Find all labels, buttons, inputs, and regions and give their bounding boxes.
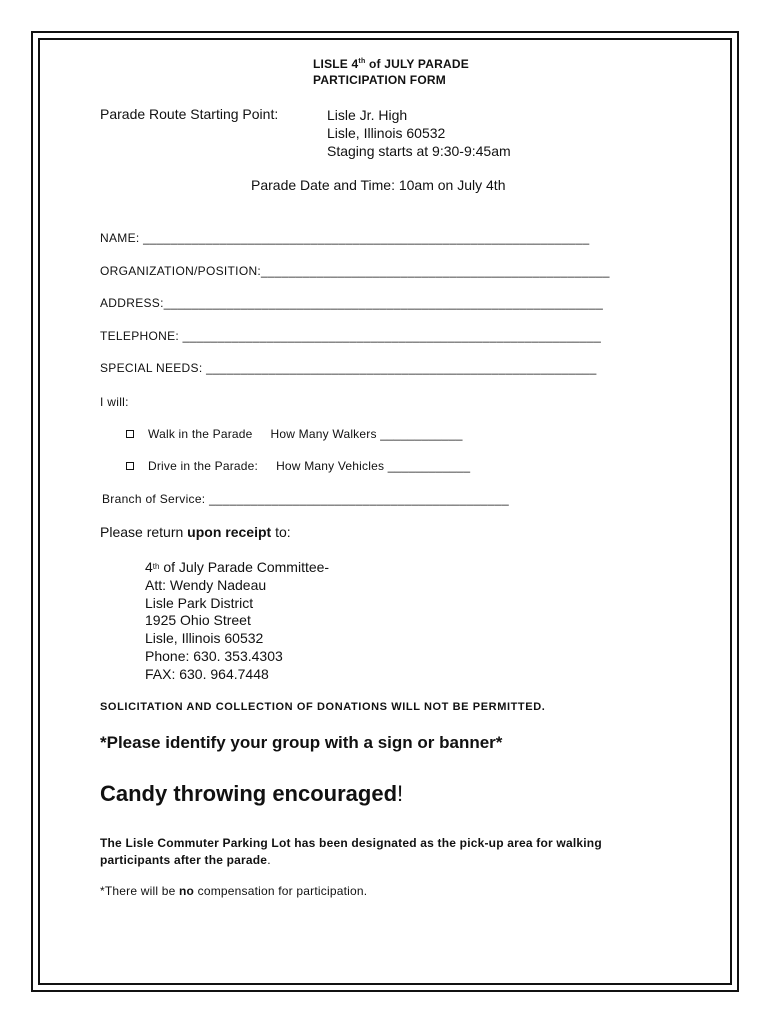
- special-needs-field[interactable]: SPECIAL NEEDS: ________________________________________________________: [100, 361, 597, 375]
- name-field[interactable]: NAME: ________________________________________________________________: [100, 231, 590, 245]
- form-subtitle: PARTICIPATION FORM: [313, 73, 446, 87]
- parade-datetime: Parade Date and Time: 10am on July 4th: [251, 177, 506, 193]
- route-line: Lisle, Illinois 60532: [327, 125, 446, 141]
- organization-field[interactable]: ORGANIZATION/POSITION:__________________________________________________: [100, 264, 610, 278]
- drive-checkbox[interactable]: [126, 462, 134, 470]
- fax-line: FAX: 630. 964.7448: [145, 665, 269, 682]
- address-line: 1925 Ohio Street: [145, 612, 251, 629]
- form-title: LISLE 4th of JULY PARADE PARTICIPATION FORM: [313, 57, 469, 87]
- drive-option: [126, 459, 470, 473]
- address-line: Lisle, Illinois 60532: [145, 630, 264, 647]
- route-line: Lisle Jr. High: [327, 107, 408, 123]
- solicitation-notice: SOLICITATION AND COLLECTION OF DONATIONS WILL NOT BE PERMITTED.: [100, 701, 546, 713]
- phone-line: Phone: 630. 353.4303: [145, 647, 283, 664]
- compensation-notice: *There will be no compensation for participation.: [100, 884, 368, 898]
- address-line: Lisle Park District: [145, 594, 254, 611]
- walk-option: [126, 427, 463, 441]
- route-label: Parade Route Starting Point:: [100, 106, 279, 122]
- drive-label: Drive in the Parade:: [148, 459, 259, 473]
- return-instructions: Please return upon receipt to:: [100, 524, 291, 540]
- vehicles-count-field[interactable]: How Many Vehicles ____________: [276, 459, 471, 473]
- route-details: [327, 106, 511, 160]
- pickup-notice: The Lisle Commuter Parking Lot has been designated as the pick-up area for walking participants after the parade.: [100, 836, 602, 867]
- walk-label: Walk in the Parade: [148, 427, 253, 441]
- walk-checkbox[interactable]: [126, 430, 134, 438]
- mailing-address: 4th of July Parade Committee- Att: Wendy Nadeau Lisle Park District 1925 Ohio Street Lisle, Illinois 60532 Phone: 630. 353.4303 FAX: 630. 964.7448: [145, 559, 330, 682]
- walkers-count-field[interactable]: How Many Walkers ____________: [270, 427, 463, 441]
- i-will-label: I will:: [100, 395, 129, 409]
- candy-notice: Candy throwing encouraged!: [100, 781, 404, 806]
- address-line: Att: Wendy Nadeau: [145, 576, 267, 593]
- telephone-field[interactable]: TELEPHONE: ____________________________________________________________: [100, 329, 602, 343]
- route-line: Staging starts at 9:30-9:45am: [327, 143, 511, 159]
- branch-of-service-field[interactable]: Branch of Service: ___________________________________________: [102, 492, 509, 506]
- address-field[interactable]: ADDRESS:_______________________________________________________________: [100, 296, 604, 310]
- banner-notice: *Please identify your group with a sign or banner*: [100, 733, 503, 752]
